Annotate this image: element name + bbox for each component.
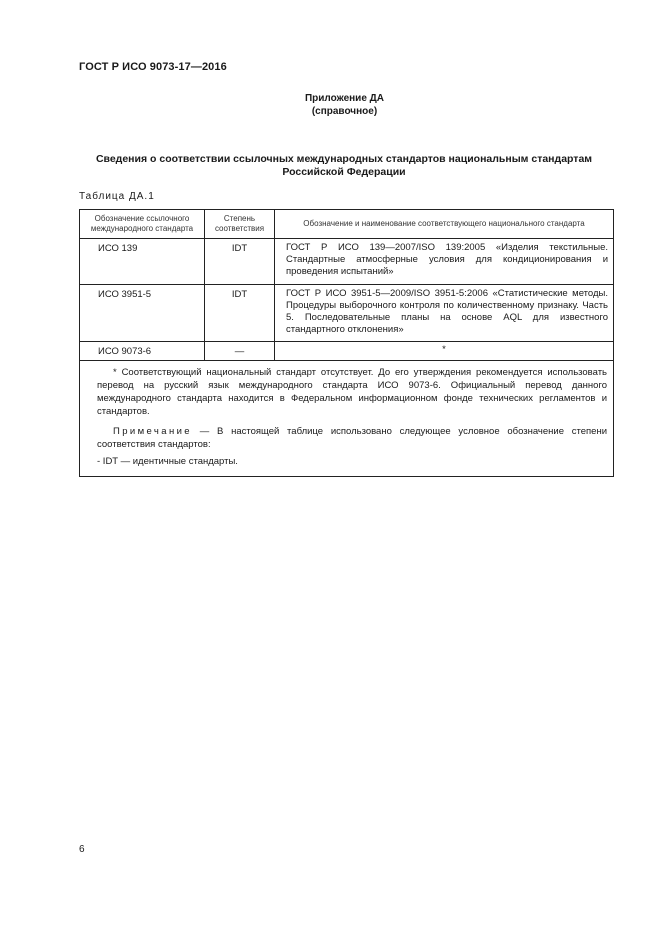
page-number: 6: [79, 844, 85, 855]
table-row: [80, 342, 614, 361]
appendix-title: Приложение ДА: [304, 93, 385, 104]
note-text: — В настоящей таблице использовано следующее условное обозначение степени соответствия стандартов:: [97, 426, 607, 451]
cell-national-standard: ГОСТ Р ИСО 3951-5—2009/ISO 3951-5:2006 «Статистические методы. Процедуры выборочного контроля по количественному признаку. Часть 5. Последовательные планы на основе AQL для известного стандартного отклонения»: [275, 284, 614, 342]
table-header-row: [80, 210, 614, 239]
appendix-heading: [0, 92, 661, 118]
cell-intl-standard: ИСО 9073-6: [80, 342, 205, 361]
cell-intl-standard: ИСО 3951-5: [80, 284, 205, 342]
header-national-standard: Обозначение и наименование соответствующего национального стандарта: [275, 210, 614, 239]
header-degree: Степень соответствия: [205, 210, 275, 239]
table-caption: Таблица ДА.1: [79, 191, 155, 202]
cell-national-standard: ГОСТ Р ИСО 139—2007/ISO 139:2005 «Изделия текстильные. Стандартные атмосферные условия для кондиционирования и проведения испытаний»: [275, 239, 614, 285]
footnote: * Соответствующий национальный стандарт отсутствует. До его утверждения рекомендуется использовать перевод на русский язык международного стандарта ИСО 9073-6. Официальный перевод данного международного стандарта находится в Федеральном информационном фонде технических регламентов и стандартов.: [97, 367, 607, 418]
correspondence-table: [79, 209, 614, 477]
note-label: Примечание: [113, 426, 192, 438]
cell-degree: IDT: [205, 239, 275, 285]
cell-national-standard: *: [275, 342, 614, 361]
table-row: [80, 239, 614, 285]
table-row: [80, 284, 614, 342]
document-code: ГОСТ Р ИСО 9073-17—2016: [79, 61, 227, 73]
appendix-status: (справочное): [311, 106, 378, 117]
note: [97, 425, 607, 451]
note-item: - IDT — идентичные стандарты.: [97, 456, 238, 468]
cell-intl-standard: ИСО 139: [80, 239, 205, 285]
header-intl-standard: Обозначение ссылочного международного стандарта: [80, 210, 205, 239]
cell-degree: IDT: [205, 284, 275, 342]
table-notes-row: [80, 361, 614, 477]
cell-degree: —: [205, 342, 275, 361]
table-notes: [80, 361, 614, 477]
section-heading: Сведения о соответствии ссылочных международных стандартов национальным стандартам Российской Федерации: [95, 153, 593, 178]
